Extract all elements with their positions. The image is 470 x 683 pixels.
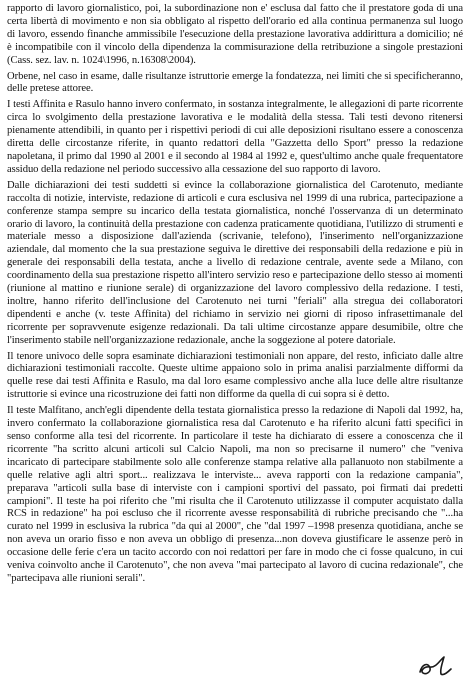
handwritten-initial	[414, 654, 454, 678]
paragraph-6: Il teste Malfitano, anch'egli dipendente della testata giornalistica presso la redazione di Napoli dal 1992, ha, invero confermato la collaborazione giornalistica resa dal Carotenuto e ha riferito alcuni fatti specifici in senso conforme alla tesi del ricorrente. In particolare il teste ha dichiarato di essere a conoscenza che il ricorrente "ha scritto alcuni articoli sul Calcio Napoli, ma non so precisarne il numero" che "veniva incaricato di partecipare stabilmente solo alle conferenze stampa relative alla pallanuoto non stabilmente a quelle relative agli altri sport... realizzava le interviste... aveva rapporti con la redazione campania", preparava "articoli sulla base di interviste con i campioni sportivi del passato, poi firmati dai predetti campioni". Il teste ha poi riferito che "mi risulta che il Carotenuto utilizzasse il computer acquistato dalla RCS in redazione" ha poi escluso che il ricorrente avesse responsabilità di rubriche precisando che "...ha curato nel 1999 in esclusiva la rubrica "da qui al 2000", che "dal 1997 –1998 presenza quotidiana, anche se non aveva un orario fisso e non aveva un obbligo di presenza...non doveva giustificare le assenze però in occasione delle ferie c'era un tacito accordo con noi redattori per fare in modo che ci fosse qualcuno, in cui veniva coinvolto anche il Carotenuto", che non aveva "mai partecipato al lavoro di cucina redazionale", che "partecipava alle riunioni serali".	[7, 405, 463, 584]
paragraph-5: Il tenore univoco delle sopra esaminate dichiarazioni testimoniali non appare, del resto, inficiato dalle altre dichiarazioni testimoniali raccolte. Queste ultime appaiono solo in prima analisi parzialmente difformi da quelle rese dai testi Affinita e Rasulo, ma dal loro esame complessivo anche alla luce delle altre risultanze istruttorie si evince una ricostruzione dei fatti non difforme da quella di cui sopra si è detto.	[7, 350, 463, 401]
paragraph-4: Dalle dichiarazioni dei testi suddetti si evince la collaborazione giornalistica del Carotenuto, mediante raccolta di notizie, interviste, redazione di articoli e cura esclusiva nel 1999 di una rubrica, partecipazione a conferenze stampa sempre su incarico della testata giornalistica, nonché l'osservanza di un determinato orario di lavoro, la continuità della prestazione con cadenza praticamente quotidiana, l'utilizzo di strumenti e materiale messo a disposizione dall'azienda (scrivanie, telefono), l'inserimento nell'organizzazione aziendale, dal momento che la sua prestazione seguiva le direttive dei responsabili della redazione e più in generale dei responsabili della testata, anche a livello di redazione centrale, avente sede a Milano, con coordinamento della sua prestazione rispetto all'intero servizio reso e partecipazione dello stesso ai momenti (riunione al mattino e riunione serale) di organizzazione del lavoro complessivo della redazione. I testi, inoltre, hanno riferito dell'inclusione del Carotenuto nei turni "feriali" alla stregua dei collaboratori dipendenti e anche (v. teste Affinita) del richiamo in servizio nei giorni di riposo infrasettimanale del ricorrente per sopravvenute esigenze redazionali. Da tali ultime circostanze appare desumibile, oltre che l'inserimento stabile nell'organizzazione redazionale, anche la soggezione al potere datoriale.	[7, 179, 463, 346]
paragraph-1: rapporto di lavoro giornalistico, poi, la subordinazione non e' esclusa dal fatto che il prestatore goda di una certa libertà di movimento e non sia obbligato al rispetto dell'orario ed alla continua permanenza sul luogo di lavoro, essendo finanche ammissibile l'esecuzione della prestazione lavorativa addirittura a domicilio; né è incompatibile con il vincolo della dipendenza la commisurazione della retribuzione a singole prestazioni (Cass. sez. lav. n. 1024\1996, n.16308\2004).	[7, 3, 463, 66]
paragraph-2: Orbene, nel caso in esame, dalle risultanze istruttorie emerge la fondatezza, nei limiti che si specificheranno, delle pretese attoree.	[7, 70, 463, 95]
paragraph-3: I testi Affinita e Rasulo hanno invero confermato, in sostanza integralmente, le allegazioni di parte ricorrente circa lo svolgimento della prestazione lavorativa e le modalità della stessa. Tali testi devono ritenersi pienamente attendibili, in quanto per i rispettivi periodi di cui alle deposizioni risultano essere a conoscenza diretta delle circostanze riferite, in quanto redattori della "Gazzetta dello Sport" presso la redazione napoletana, il primo dal 1990 al 2001 e il secondo al 1984 al 1992 e, quest'ultimo anche quale frequentatore assiduo della redazione nel periodo successivo alla cessazione del suo rapporto di lavoro.	[7, 99, 463, 175]
